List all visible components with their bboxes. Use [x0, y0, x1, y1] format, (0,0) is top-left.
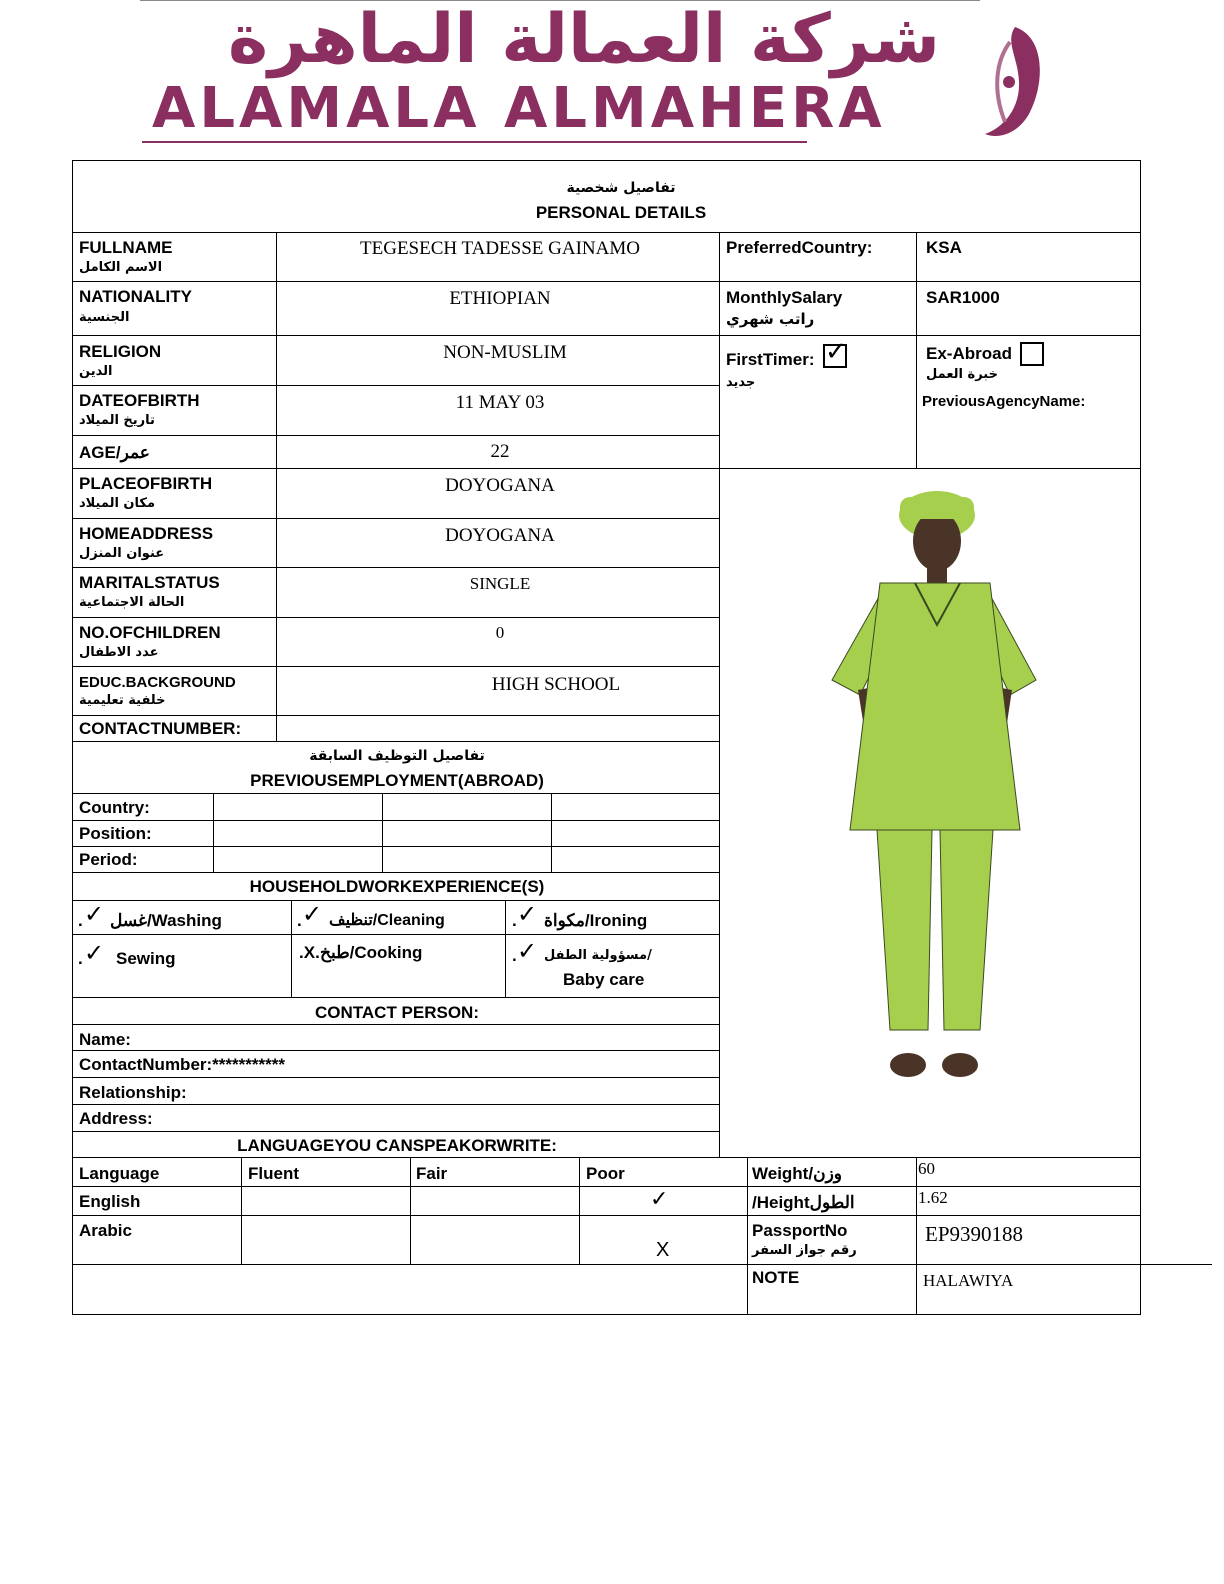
sewing-label: Sewing — [116, 949, 176, 968]
contact-name-label: Name: — [79, 1030, 131, 1049]
salary-label-arabic: راتب شهري — [726, 310, 815, 328]
previous-agency-label: PreviousAgencyName: — [922, 393, 1086, 410]
nationality-label-arabic: الجنسية — [79, 310, 130, 325]
weight-label: Weight/وزن — [752, 1164, 842, 1183]
contact-number-row: ContactNumber:*********** — [79, 1055, 285, 1074]
personal-title: PERSONAL DETAILS — [535, 203, 707, 222]
children-value: 0 — [495, 623, 505, 642]
height-value: 1.62 — [918, 1188, 948, 1207]
religion-label-arabic: الدين — [79, 364, 113, 379]
marital-value: SINGLE — [469, 574, 531, 593]
salary-value: SAR1000 — [926, 288, 1000, 307]
ironing-label: مكواة/Ironing — [544, 911, 648, 930]
pob-label-arabic: مكان الميلاد — [79, 496, 156, 511]
poor-col-header: Poor — [586, 1164, 625, 1183]
age-label: AGE/عمر — [79, 443, 150, 462]
languages-title: LANGUAGEYOU CANSPEAKORWRITE: — [237, 1136, 557, 1155]
religion-value: NON-MUSLIM — [443, 342, 567, 363]
address-label: Address: — [79, 1109, 153, 1128]
first-timer-check-icon: ✓ — [825, 337, 847, 367]
washing-label: غسل/Washing — [110, 911, 222, 930]
employment-title-arabic: تفاصيل التوظيف السابقة — [309, 748, 485, 764]
preferred-country-label: PreferredCountry: — [726, 238, 873, 257]
height-label: /Heightالطول — [752, 1193, 855, 1212]
contact-person-title: CONTACT PERSON: — [314, 1003, 479, 1022]
babycare-check-icon: ✓ — [517, 937, 538, 965]
dob-value: 11 MAY 03 — [455, 392, 545, 413]
cooking-label: طبخ/Cooking — [320, 943, 423, 962]
first-timer-label-arabic: جديد — [726, 375, 756, 390]
relationship-label: Relationship: — [79, 1083, 187, 1102]
passport-label-arabic: رقم جواز السفر — [752, 1243, 857, 1258]
educ-value: HIGH SCHOOL — [491, 674, 621, 695]
cleaning-check-icon: ✓ — [302, 900, 323, 928]
logo-emblem-icon — [975, 22, 1045, 142]
employment-title: PREVIOUSEMPLOYMENT(ABROAD) — [250, 771, 544, 790]
ex-abroad-checkbox[interactable] — [1020, 342, 1044, 366]
first-timer-label: FirstTimer: — [726, 350, 815, 369]
weight-value: 60 — [918, 1159, 935, 1178]
nationality-value: ETHIOPIAN — [449, 288, 551, 309]
pob-value: DOYOGANA — [445, 475, 555, 496]
age-value: 22 — [490, 441, 510, 462]
ironing-check-icon: ✓ — [517, 900, 538, 928]
logo-arabic-text: شركة العمالة الماهرة — [228, 0, 940, 79]
applicant-photo — [820, 485, 1050, 1085]
dob-label-arabic: تاريخ الميلاد — [79, 413, 155, 428]
home-label: HOMEADDRESS — [79, 524, 214, 543]
contact-number-label: CONTACTNUMBER: — [79, 719, 242, 738]
dob-label: DATEOFBIRTH — [79, 391, 200, 410]
ex-abroad-label-arabic: خبرة العمل — [926, 367, 998, 382]
preferred-country-value: KSA — [926, 238, 962, 257]
note-value: HALAWIYA — [923, 1271, 1014, 1290]
arabic-poor-cross-mark: X — [656, 1239, 670, 1261]
passport-value: EP9390188 — [925, 1222, 1024, 1246]
washing-check-icon: ✓ — [84, 900, 105, 928]
logo-divider-bottom — [142, 141, 807, 143]
employment-country-label: Country: — [79, 798, 150, 817]
marital-label-arabic: الحالة الاجتماعية — [79, 595, 185, 610]
household-title: HOUSEHOLDWORKEXPERIENCE(S) — [249, 877, 545, 896]
educ-label: EDUC.BACKGROUND — [79, 674, 236, 691]
english-poor-check-icon: ✓ — [650, 1187, 669, 1212]
children-label-arabic: عدد الاطفال — [79, 645, 159, 660]
fullname-label-arabic: الاسم الكامل — [79, 260, 163, 275]
note-label: NOTE — [752, 1268, 800, 1287]
employment-position-label: Position: — [79, 824, 152, 843]
cleaning-label: تنظيف/Cleaning — [329, 912, 445, 929]
nationality-label: NATIONALITY — [79, 287, 193, 306]
marital-label: MARITALSTATUS — [79, 573, 220, 592]
salary-label: MonthlySalary — [726, 288, 843, 307]
pob-label: PLACEOFBIRTH — [79, 474, 213, 493]
personal-title-arabic: تفاصيل شخصية — [566, 180, 676, 196]
fair-col-header: Fair — [416, 1164, 448, 1183]
educ-label-arabic: خلفية تعليمية — [79, 693, 166, 708]
babycare-label: Baby care — [563, 970, 645, 989]
contact-number-value: *********** — [212, 1055, 285, 1074]
cooking-cross-mark: .X. — [299, 943, 320, 962]
ex-abroad-label: Ex-Abroad — [926, 344, 1012, 363]
children-label: NO.OFCHILDREN — [79, 623, 221, 642]
language-col-header: Language — [79, 1164, 160, 1183]
english-label: English — [79, 1192, 141, 1211]
passport-label: PassportNo — [752, 1221, 848, 1240]
company-logo — [140, 0, 1060, 150]
fluent-col-header: Fluent — [248, 1164, 299, 1183]
employment-period-label: Period: — [79, 850, 138, 869]
religion-label: RELIGION — [79, 342, 162, 361]
home-value: DOYOGANA — [445, 525, 555, 546]
babycare-label-arabic: مسؤولية الطفل/ — [544, 948, 652, 963]
home-label-arabic: عنوان المنزل — [79, 546, 165, 561]
sewing-check-icon: ✓ — [84, 939, 105, 967]
fullname-label: FULLNAME — [79, 238, 173, 257]
logo-english-text: ALAMALA ALMAHERA — [152, 76, 886, 141]
arabic-label: Arabic — [79, 1221, 132, 1240]
fullname-value: TEGESECH TADESSE GAINAMO — [360, 238, 640, 259]
